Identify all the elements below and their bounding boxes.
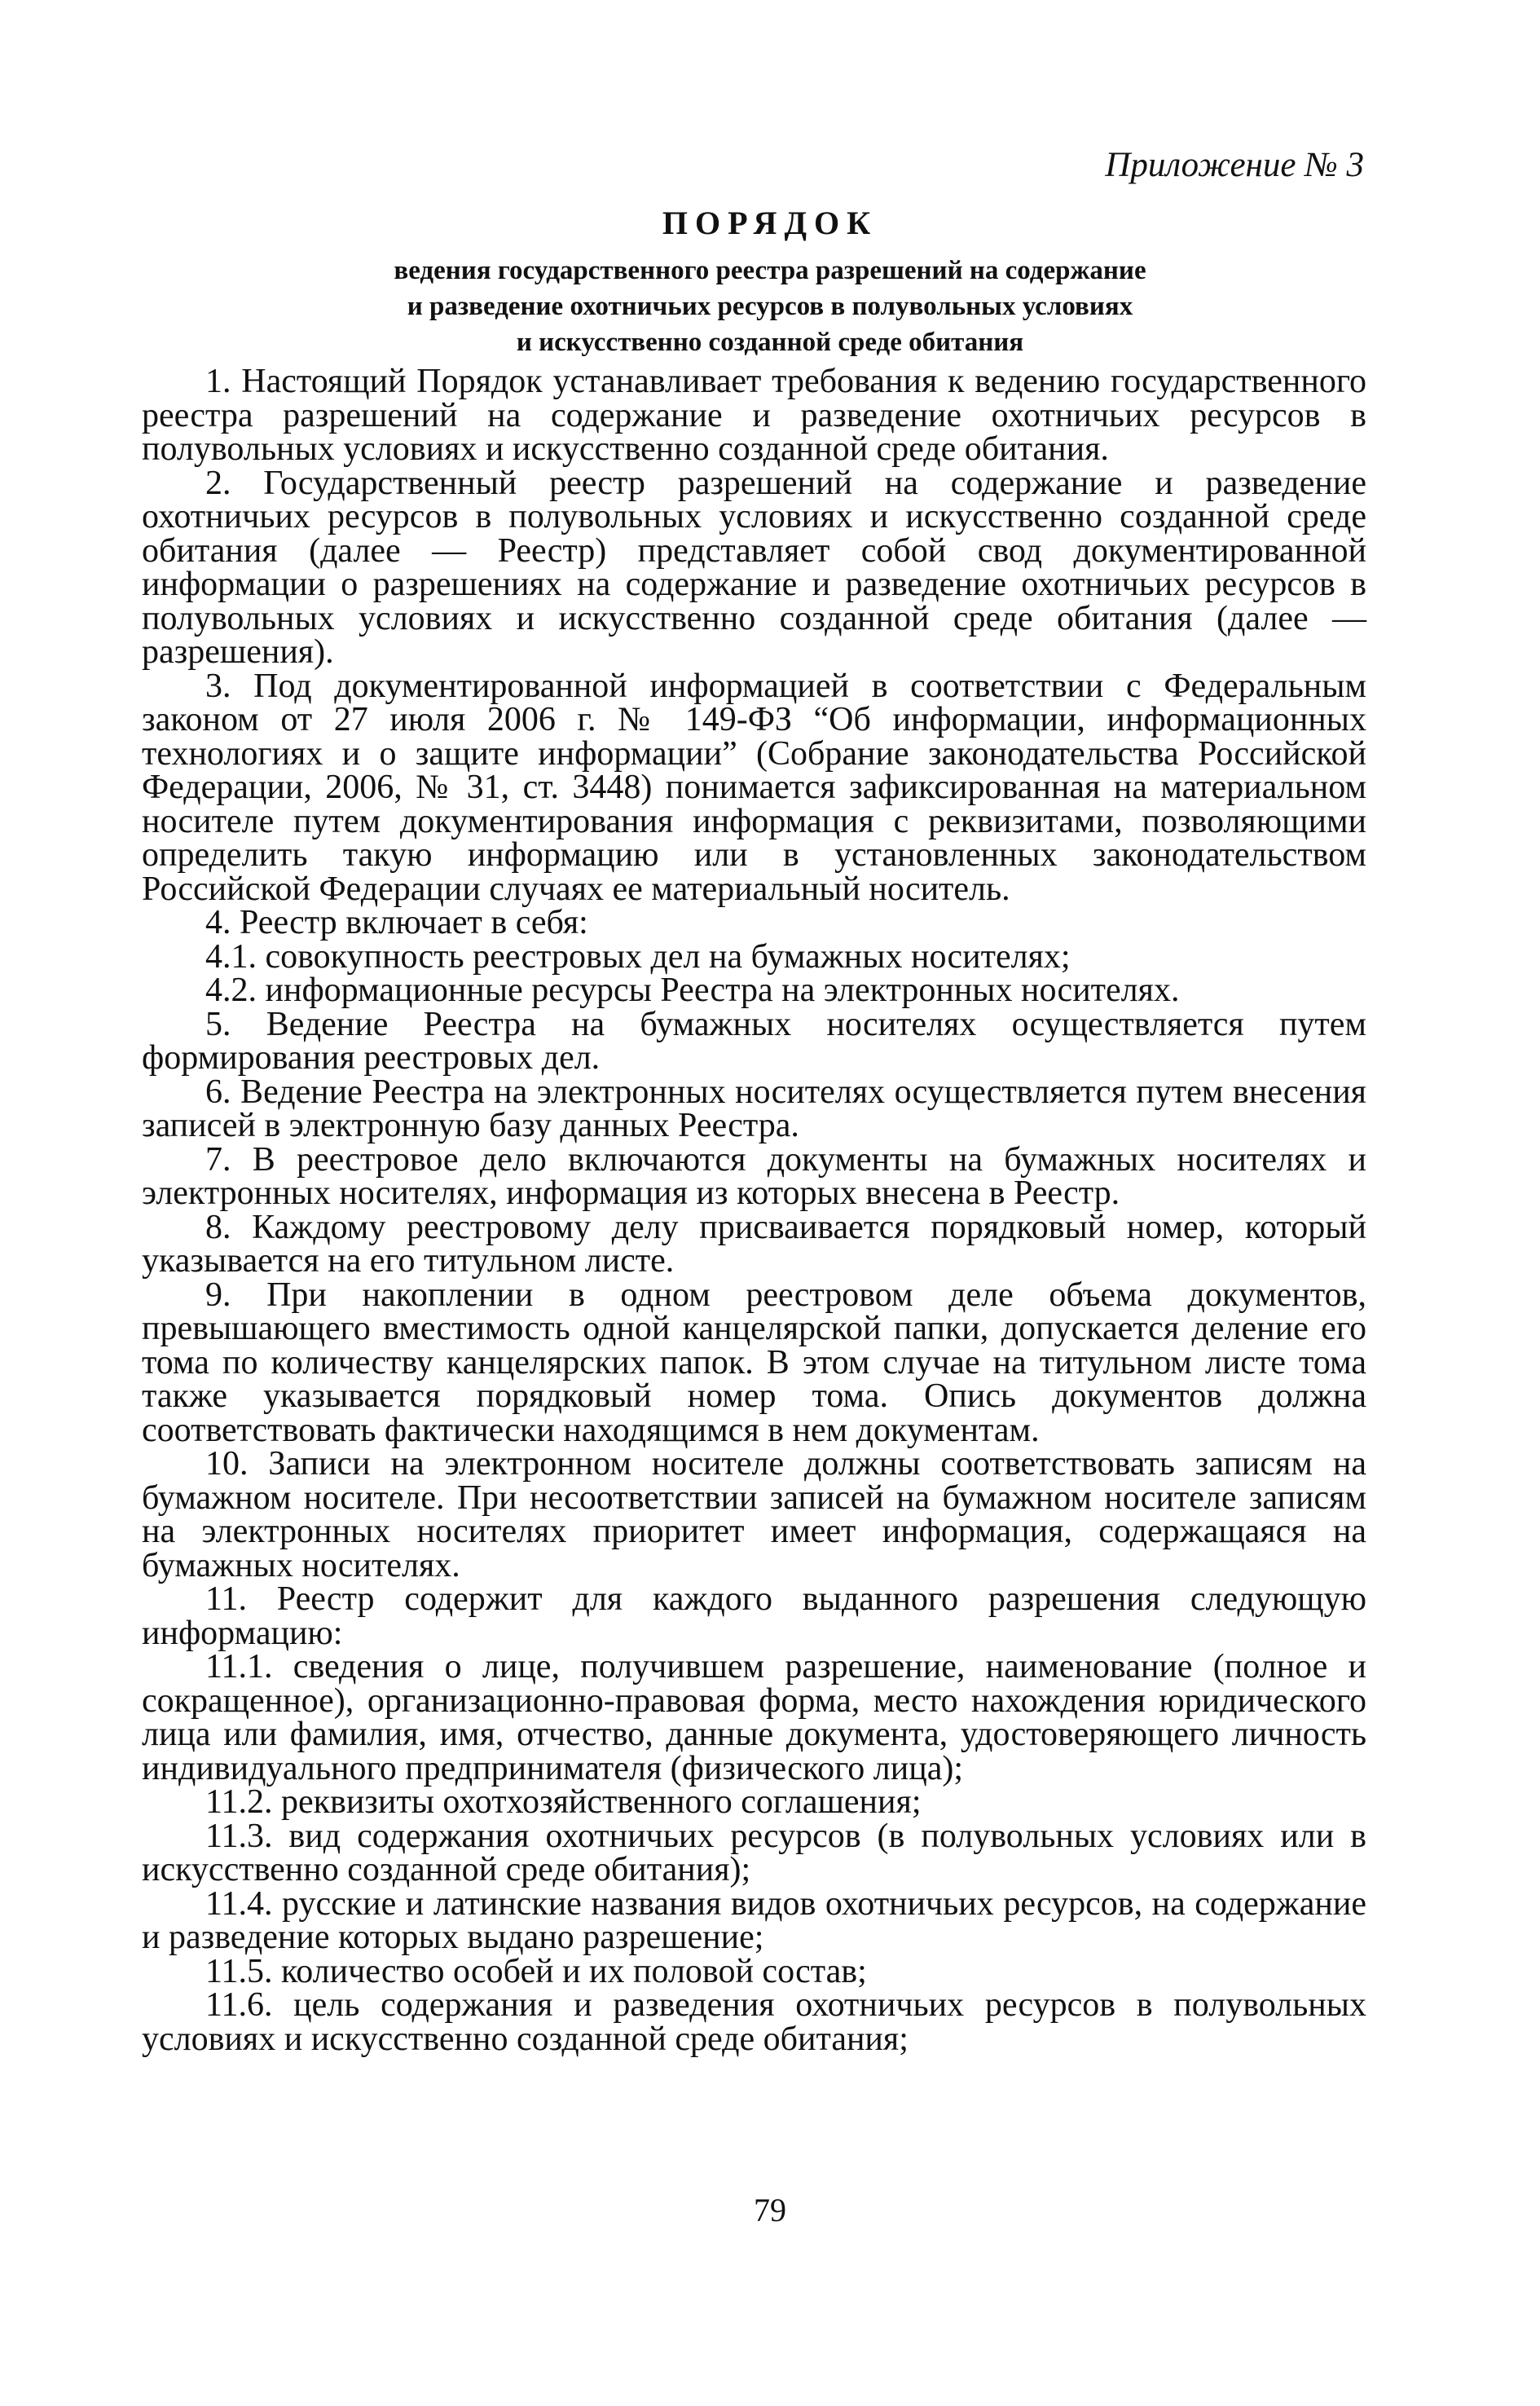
paragraph-6: 6. Ведение Реестра на электронных носителях осуществляется путем внесения записей в электронную базу данных Реестра. [142, 1073, 1366, 1144]
paragraph-4-2: 4.2. информационные ресурсы Реестра на электронных носителях. [205, 972, 1180, 1009]
document-body [142, 365, 1366, 2056]
paragraph-5: 5. Ведение Реестра на бумажных носителях осуществляется путем формирования реестровых дел. [142, 1005, 1366, 1077]
paragraph-11-5: 11.5. количество особей и их половой состав; [205, 1952, 867, 1990]
subtitle-line: и искусственно созданной среде обитания [516, 328, 1024, 357]
paragraph-4: 4. Реестр включает в себя: [205, 904, 588, 941]
paragraph-11-6: 11.6. цель содержания и разведения охотничьих ресурсов в полувольных условиях и искусственно созданной среде обитания; [142, 1986, 1366, 2058]
paragraph-11-2: 11.2. реквизиты охотхозяйственного соглашения; [205, 1783, 922, 1821]
appendix-label: Приложение № 3 [1105, 146, 1364, 184]
paragraph-11-4: 11.4. русские и латинские названия видов охотничьих ресурсов, на содержание и разведение которых выдано разрешение; [142, 1884, 1366, 1956]
paragraph-11-3: 11.3. вид содержания охотничьих ресурсов (в полувольных условиях или в искусственно созданной среде обитания); [142, 1817, 1366, 1888]
paragraph-10: 10. Записи на электронном носителе должны соответствовать записям на бумажном носителе. При несоответствии записей на бумажном носителе записям на электронных носителях приоритет имеет информация, содержащаяся на бумажных носителях. [142, 1445, 1366, 1584]
paragraph-1: 1. Настоящий Порядок устанавливает требования к ведению государственного реестра разрешений на содержание и разведение охотничьих ресурсов в полувольных условиях и искусственно созданной среде обитания. [142, 363, 1366, 468]
subtitle-line: ведения государственного реестра разрешений на содержание [394, 256, 1146, 285]
paragraph-4-1: 4.1. совокупность реестровых дел на бумажных носителях; [205, 937, 1071, 976]
document-title: ПОРЯДОК [662, 205, 878, 241]
paragraph-7: 7. В реестровое дело включаются документы на бумажных носителях и электронных носителях, информация из которых внесена в Реестр. [142, 1140, 1366, 1212]
paragraph-3: 3. Под документированной информацией в соответствии с Федеральным законом от 27 июля 2006 г. № 149-ФЗ “Об информации, информационных технологиях и о защите информации” (Собрание законодательства Российской Федерации, 2006, № 31, ст. 3448) понимается зафиксированная на материальном носителе путем документирования информация с реквизитами, позволяющими определить такую информацию или в установленных законодательством Российской Федерации случаях ее материальный носитель. [142, 667, 1366, 908]
paragraph-2: 2. Государственный реестр разрешений на содержание и разведение охотничьих ресурсов в полувольных условиях и искусственно созданной среде обитания (далее — Реестр) представляет собой свод документированной информации о разрешениях на содержание и разведение охотничьих ресурсов в полувольных условиях и искусственно созданной среде обитания (далее — разрешения). [142, 464, 1366, 671]
document-subtitle [301, 253, 1239, 360]
paragraph-8: 8. Каждому реестровому делу присваивается порядковый номер, который указывается на его титульном листе. [142, 1208, 1366, 1280]
paragraph-11: 11. Реестр содержит для каждого выданного разрешения следующую информацию: [142, 1580, 1366, 1652]
paragraph-11-1: 11.1. сведения о лице, получившем разрешение, наименование (полное и сокращенное), организационно-правовая форма, место нахождения юридического лица или фамилия, имя, отчество, данные документа, удостоверяющего личность индивидуального предпринимателя (физического лица); [142, 1648, 1366, 1787]
paragraph-9: 9. При накоплении в одном реестровом деле объема документов, превышающего вместимость одной канцелярской папки, допускается деление его тома по количеству канцелярских папок. В этом случае на титульном листе тома также указывается порядковый номер тома. Опись документов должна соответствовать фактически находящимся в нем документам. [142, 1276, 1366, 1449]
subtitle-line: и разведение охотничьих ресурсов в полувольных условиях [407, 292, 1133, 321]
page-number: 79 [754, 2192, 786, 2228]
